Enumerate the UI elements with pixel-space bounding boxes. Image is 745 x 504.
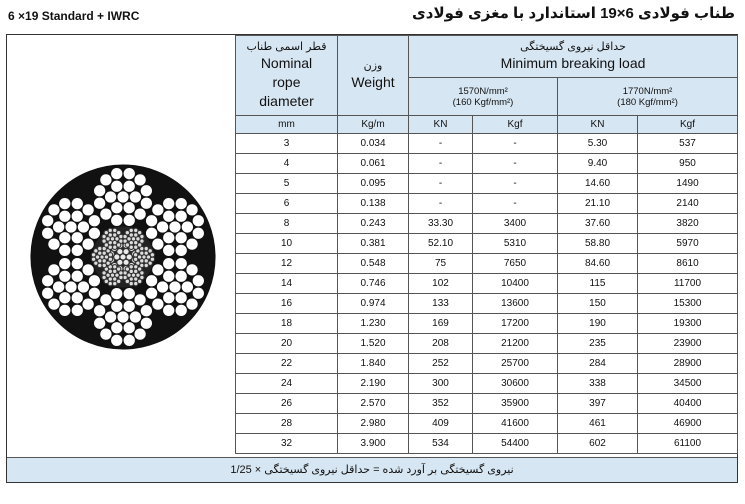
table-cell: 115 xyxy=(558,274,638,294)
outer-strand-wire xyxy=(93,317,105,329)
outer-strand-wire xyxy=(134,328,146,340)
table-cell: 12 xyxy=(236,254,338,274)
rope-spec-table xyxy=(235,35,738,454)
table-row xyxy=(236,434,738,454)
outer-strand-wire xyxy=(123,214,135,226)
table-cell: 0.138 xyxy=(338,194,409,214)
table-cell: 284 xyxy=(558,354,638,374)
table-cell: 11700 xyxy=(638,274,738,294)
table-cell: 1.520 xyxy=(338,334,409,354)
outer-strand-wire xyxy=(71,244,83,256)
outer-strand-wire xyxy=(123,322,135,334)
table-cell: 8610 xyxy=(638,254,738,274)
outer-strand-wire xyxy=(123,300,135,312)
outer-strand-wire xyxy=(163,304,175,316)
table-cell: 32 xyxy=(236,434,338,454)
outer-strand-wire xyxy=(111,180,123,192)
outer-strand-wire xyxy=(123,202,135,214)
table-cell: 2.190 xyxy=(338,374,409,394)
table-cell: 37.60 xyxy=(558,214,638,234)
outer-strand-wire xyxy=(82,204,94,216)
outer-strand-wire xyxy=(186,298,198,310)
table-cell: 150 xyxy=(558,294,638,314)
table-cell: 5.30 xyxy=(558,134,638,154)
outer-strand-wire xyxy=(100,294,112,306)
outer-strand-wire xyxy=(175,244,187,256)
outer-strand-wire xyxy=(111,300,123,312)
outer-strand-wire xyxy=(71,210,83,222)
outer-strand-wire xyxy=(186,204,198,216)
outer-strand-wire xyxy=(88,227,100,239)
outer-strand-wire xyxy=(175,210,187,222)
outer-strand-wire xyxy=(175,292,187,304)
table-cell: 19300 xyxy=(638,314,738,334)
outer-strand-wire xyxy=(71,270,83,282)
iwrc-outer-strand-wire xyxy=(129,265,133,269)
outer-strand-wire xyxy=(41,287,53,299)
table-cell: 950 xyxy=(638,154,738,174)
wire-rope-cross-section-icon xyxy=(7,35,233,456)
table-cell: 0.034 xyxy=(338,134,409,154)
footer-note: نیروی گسیختگی بر آورد شده = حداقل نیروی گسیختگی × 1/25 xyxy=(7,457,737,482)
table-row xyxy=(236,294,738,314)
table-cell: 54400 xyxy=(473,434,558,454)
iwrc-outer-strand-wire xyxy=(102,275,106,279)
outer-strand-wire xyxy=(82,298,94,310)
table-cell: 3 xyxy=(236,134,338,154)
table-row xyxy=(236,234,738,254)
unit-cell: Kgf xyxy=(473,116,558,134)
mbl-header-en: Minimum breaking load xyxy=(500,55,646,71)
outer-strand-wire xyxy=(163,244,175,256)
table-cell: 208 xyxy=(409,334,473,354)
page-title-persian: طناب فولادی 6×19 استاندارد با مغزی فولادی xyxy=(412,5,735,22)
table-cell: 352 xyxy=(409,394,473,414)
outer-strand-wire xyxy=(71,197,83,209)
table-row xyxy=(236,414,738,434)
table-cell: 1.840 xyxy=(338,354,409,374)
table-cell: 10 xyxy=(236,234,338,254)
iwrc-outer-strand-wire xyxy=(102,263,106,267)
table-cell: 2140 xyxy=(638,194,738,214)
mbl-header-fa: حداقل نیروی گسیختگی xyxy=(520,41,626,53)
table-cell: 2.570 xyxy=(338,394,409,414)
outer-strand-wire xyxy=(59,304,71,316)
table-cell: 9.40 xyxy=(558,154,638,174)
iwrc-outer-strand-wire xyxy=(102,239,106,243)
outer-strand-wire xyxy=(145,215,157,227)
outer-strand-wire xyxy=(152,238,164,250)
diameter-header-en-3: diameter xyxy=(259,93,314,109)
outer-strand-wire xyxy=(175,197,187,209)
outer-strand-wire xyxy=(134,208,146,220)
outer-strand-wire xyxy=(100,208,112,220)
outer-strand-wire xyxy=(82,264,94,276)
outer-strand-wire xyxy=(192,287,204,299)
iwrc-outer-strand-wire xyxy=(119,271,123,275)
table-cell: 26 xyxy=(236,394,338,414)
table-cell: 397 xyxy=(558,394,638,414)
outer-strand-wire xyxy=(163,197,175,209)
iwrc-outer-strand-wire xyxy=(113,281,117,285)
grade-1770-line1: 1770N/mm² xyxy=(622,85,673,97)
unit-cell: Kg/m xyxy=(338,116,409,134)
unit-cell: KN xyxy=(558,116,638,134)
table-cell: 602 xyxy=(558,434,638,454)
table-cell: 461 xyxy=(558,414,638,434)
diameter-header xyxy=(236,36,338,116)
iwrc-outer-strand-wire xyxy=(108,228,112,232)
table-cell: 1490 xyxy=(638,174,738,194)
table-cell: 22 xyxy=(236,354,338,374)
table-cell: - xyxy=(409,174,473,194)
grade-1770-header xyxy=(558,78,738,116)
table-row xyxy=(236,154,738,174)
grade-1570-line2: (160 Kgf/mm²) xyxy=(452,96,514,108)
iwrc-outer-strand-wire xyxy=(144,263,148,267)
outer-strand-wire xyxy=(192,275,204,287)
table-cell: 235 xyxy=(558,334,638,354)
outer-strand-wire xyxy=(48,264,60,276)
grade-1570-line1: 1570N/mm² xyxy=(458,85,508,97)
table-cell: 24 xyxy=(236,374,338,394)
outer-strand-wire xyxy=(41,275,53,287)
outer-strand-wire xyxy=(163,257,175,269)
outer-strand-wire xyxy=(93,185,105,197)
table-cell: 84.60 xyxy=(558,254,638,274)
outer-strand-wire xyxy=(71,304,83,316)
table-cell: 5970 xyxy=(638,234,738,254)
table-cell: 30600 xyxy=(473,374,558,394)
table-cell: 5310 xyxy=(473,234,558,254)
outer-strand-wire xyxy=(163,270,175,282)
table-cell: 13600 xyxy=(473,294,558,314)
outer-strand-wire xyxy=(48,204,60,216)
table-cell: 534 xyxy=(409,434,473,454)
outer-strand-wire xyxy=(145,287,157,299)
outer-strand-wire xyxy=(88,215,100,227)
table-cell: 16 xyxy=(236,294,338,314)
table-cell: 33.30 xyxy=(409,214,473,234)
outer-strand-wire xyxy=(123,287,135,299)
diameter-header-en-2: rope xyxy=(272,74,301,90)
outer-strand-wire xyxy=(93,305,105,317)
outer-strand-wire xyxy=(152,204,164,216)
rope-illustration-panel xyxy=(7,35,233,456)
outer-strand-wire xyxy=(123,334,135,346)
outer-strand-wire xyxy=(82,238,94,250)
table-cell: 3400 xyxy=(473,214,558,234)
table-cell: 300 xyxy=(409,374,473,394)
table-cell: 409 xyxy=(409,414,473,434)
table-cell: 0.061 xyxy=(338,154,409,174)
table-cell: 0.746 xyxy=(338,274,409,294)
table-cell: 75 xyxy=(409,254,473,274)
table-cell: 41600 xyxy=(473,414,558,434)
table-cell: 23900 xyxy=(638,334,738,354)
iwrc-outer-strand-wire xyxy=(108,253,112,257)
outer-strand-wire xyxy=(140,197,152,209)
unit-cell: KN xyxy=(409,116,473,134)
outer-strand-wire xyxy=(163,210,175,222)
table-cell: 8 xyxy=(236,214,338,234)
weight-header xyxy=(338,36,409,116)
outer-strand-wire xyxy=(111,214,123,226)
units-row xyxy=(236,116,738,134)
outer-strand-wire xyxy=(140,185,152,197)
outer-strand-wire xyxy=(100,328,112,340)
table-cell: 190 xyxy=(558,314,638,334)
outer-strand-wire xyxy=(71,292,83,304)
table-cell: - xyxy=(473,154,558,174)
table-cell: 52.10 xyxy=(409,234,473,254)
iwrc-outer-strand-wire xyxy=(150,253,154,257)
table-cell: - xyxy=(409,154,473,174)
outer-strand-wire xyxy=(59,244,71,256)
outer-strand-wire xyxy=(59,197,71,209)
table-cell: 4 xyxy=(236,154,338,174)
table-cell: 14.60 xyxy=(558,174,638,194)
table-cell: 25700 xyxy=(473,354,558,374)
outer-strand-wire xyxy=(175,232,187,244)
weight-header-en: Weight xyxy=(351,74,395,90)
iwrc-outer-strand-wire xyxy=(134,245,138,249)
table-cell: 2.980 xyxy=(338,414,409,434)
table-cell: 3820 xyxy=(638,214,738,234)
table-cell: 102 xyxy=(409,274,473,294)
outer-strand-wire xyxy=(192,227,204,239)
iwrc-outer-strand-wire xyxy=(129,228,133,232)
table-cell: 40400 xyxy=(638,394,738,414)
outer-strand-wire xyxy=(134,174,146,186)
table-cell: - xyxy=(473,174,558,194)
table-cell: 18 xyxy=(236,314,338,334)
outer-strand-wire xyxy=(175,270,187,282)
table-cell: 21.10 xyxy=(558,194,638,214)
table-row xyxy=(236,214,738,234)
outer-strand-wire xyxy=(123,180,135,192)
diameter-header-fa: قطر اسمی طناب xyxy=(246,41,327,53)
weight-header-fa: وزن xyxy=(363,60,383,72)
outer-strand-wire xyxy=(134,294,146,306)
outer-strand-wire xyxy=(152,264,164,276)
outer-strand-wire xyxy=(152,298,164,310)
outer-strand-wire xyxy=(48,238,60,250)
outer-strand-wire xyxy=(71,257,83,269)
outer-strand-wire xyxy=(41,227,53,239)
table-cell: 20 xyxy=(236,334,338,354)
grade-1770-line2: (180 Kgf/mm²) xyxy=(617,96,678,108)
table-cell: 28900 xyxy=(638,354,738,374)
table-cell: 0.243 xyxy=(338,214,409,234)
table-cell: 5 xyxy=(236,174,338,194)
outer-strand-wire xyxy=(59,270,71,282)
outer-strand-wire xyxy=(100,174,112,186)
table-row xyxy=(236,334,738,354)
outer-strand-wire xyxy=(111,287,123,299)
table-cell: 15300 xyxy=(638,294,738,314)
mbl-header xyxy=(409,36,738,78)
outer-strand-wire xyxy=(140,317,152,329)
spec-sheet-frame xyxy=(6,34,738,483)
outer-strand-wire xyxy=(140,305,152,317)
iwrc-outer-strand-wire xyxy=(91,257,95,261)
unit-cell: mm xyxy=(236,116,338,134)
table-cell: 3.900 xyxy=(338,434,409,454)
table-cell: 7650 xyxy=(473,254,558,274)
table-row xyxy=(236,174,738,194)
table-row xyxy=(236,274,738,294)
unit-cell: Kgf xyxy=(638,116,738,134)
table-cell: 28 xyxy=(236,414,338,434)
table-cell: - xyxy=(473,134,558,154)
outer-strand-wire xyxy=(41,215,53,227)
table-cell: 0.095 xyxy=(338,174,409,194)
outer-strand-wire xyxy=(71,232,83,244)
table-row xyxy=(236,314,738,334)
table-cell: 34500 xyxy=(638,374,738,394)
outer-strand-wire xyxy=(145,227,157,239)
iwrc-outer-strand-wire xyxy=(134,281,138,285)
outer-strand-wire xyxy=(123,167,135,179)
table-cell: 252 xyxy=(409,354,473,374)
table-cell: 0.381 xyxy=(338,234,409,254)
table-row xyxy=(236,394,738,414)
outer-strand-wire xyxy=(145,275,157,287)
outer-strand-wire xyxy=(59,257,71,269)
table-cell: 14 xyxy=(236,274,338,294)
table-cell: - xyxy=(409,134,473,154)
table-cell: 537 xyxy=(638,134,738,154)
table-row xyxy=(236,194,738,214)
table-cell: 17200 xyxy=(473,314,558,334)
iwrc-outer-strand-wire xyxy=(98,246,102,250)
table-row xyxy=(236,254,738,274)
outer-strand-wire xyxy=(175,304,187,316)
table-cell: - xyxy=(409,194,473,214)
table-cell: 58.80 xyxy=(558,234,638,254)
diameter-header-en-1: Nominal xyxy=(260,55,313,71)
grade-1570-header xyxy=(409,78,558,116)
outer-strand-wire xyxy=(192,215,204,227)
table-cell: 0.548 xyxy=(338,254,409,274)
outer-strand-wire xyxy=(93,197,105,209)
outer-strand-wire xyxy=(88,287,100,299)
table-cell: 133 xyxy=(409,294,473,314)
table-cell: 169 xyxy=(409,314,473,334)
outer-strand-wire xyxy=(48,298,60,310)
table-cell: 10400 xyxy=(473,274,558,294)
outer-strand-wire xyxy=(111,334,123,346)
iwrc-outer-strand-wire xyxy=(123,239,127,243)
outer-strand-wire xyxy=(88,275,100,287)
iwrc-outer-strand-wire xyxy=(113,245,117,249)
table-cell: 6 xyxy=(236,194,338,214)
outer-strand-wire xyxy=(175,257,187,269)
table-row xyxy=(236,374,738,394)
table-cell: 338 xyxy=(558,374,638,394)
table-row xyxy=(236,134,738,154)
table-cell: 21200 xyxy=(473,334,558,354)
outer-strand-wire xyxy=(59,210,71,222)
table-cell: 0.974 xyxy=(338,294,409,314)
outer-strand-wire xyxy=(111,167,123,179)
table-row xyxy=(236,354,738,374)
table-cell: 1.230 xyxy=(338,314,409,334)
iwrc-outer-strand-wire xyxy=(133,257,137,261)
table-cell: 35900 xyxy=(473,394,558,414)
table-cell: 61100 xyxy=(638,434,738,454)
iwrc-outer-strand-wire xyxy=(140,271,144,275)
outer-strand-wire xyxy=(186,238,198,250)
table-cell: 46900 xyxy=(638,414,738,434)
outer-strand-wire xyxy=(186,264,198,276)
iwrc-outer-strand-wire xyxy=(140,234,144,238)
page-title-english: 6 ×19 Standard + IWRC xyxy=(8,9,140,23)
table-cell: - xyxy=(473,194,558,214)
